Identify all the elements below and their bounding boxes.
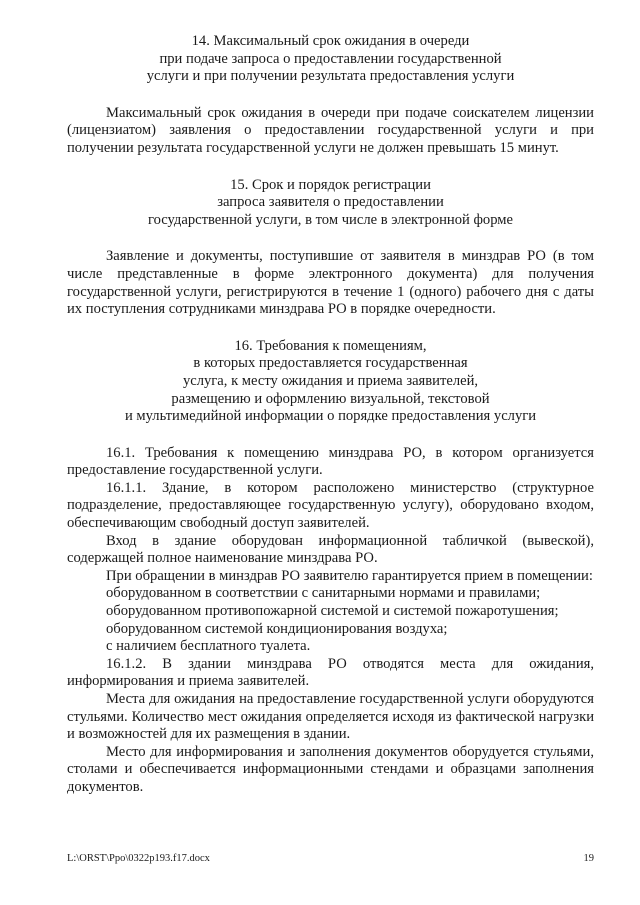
file-path: L:\ORST\Ppo\0322p193.f17.docx <box>67 853 210 864</box>
heading-line: услуга, к месту ожидания и приема заявителей, <box>182 372 479 389</box>
list-item: оборудованном в соответствии с санитарными нормами и правилами; <box>106 585 541 602</box>
heading-line: в которых предоставляется государственная <box>193 355 468 372</box>
heading-line: и мультимедийной информации о порядке предоставления услуги <box>124 408 537 425</box>
paragraph-entrance-sign: Вход в здание оборудован информационной табличкой (вывеской), содержащей полное наименование минздрава РО. <box>67 532 594 567</box>
section-14-heading <box>67 33 594 86</box>
heading-line: запроса заявителя о предоставлении <box>217 194 444 211</box>
list-item: с наличием бесплатного туалета. <box>106 638 311 655</box>
paragraph-16-1: 16.1. Требования к помещению минздрава РО, в котором организуется предоставление государственной услуги. <box>67 444 594 479</box>
section-16-heading <box>67 338 594 426</box>
heading-line: при подаче запроса о предоставлении государственной <box>159 50 502 67</box>
heading-line: 14. Максимальный срок ожидания в очереди <box>191 33 470 49</box>
paragraph-16-1-2: 16.1.2. В здании минздрава РО отводятся места для ожидания, информирования и приема заявителей. <box>67 655 594 690</box>
paragraph-waiting-places: Места для ожидания на предоставление государственной услуги оборудуются стульями. Количество мест ожидания определяется исходя из фактической нагрузки и возможностей для их размещения в здании. <box>67 691 594 743</box>
heading-line: 15. Срок и порядок регистрации <box>230 176 431 193</box>
section-14-body: Максимальный срок ожидания в очереди при подаче соискателем лицензии (лицензиатом) заявления о предоставлении государственной услуги и при получении результата государственной услуги не должен превышать 15 минут. <box>67 104 594 156</box>
paragraph-16-1-1: 16.1.1. Здание, в котором расположено министерство (структурное подразделение, предоставляющее государственную услугу), оборудовано входом, обеспечивающим свободный доступ заявителей. <box>67 479 594 532</box>
heading-line: государственной услуги, в том числе в электронной форме <box>147 211 514 228</box>
paragraph-info-place: Место для информирования и заполнения документов оборудуется стульями, столами и обеспечивается информационными стендами и образцами заполнения документов. <box>67 743 594 795</box>
paragraph-reception-guarantee: При обращении в минздрав РО заявителю гарантируется прием в помещении: <box>106 567 593 584</box>
heading-line: 16. Требования к помещениям, <box>234 337 427 354</box>
heading-line: услуги и при получении результата предоставления услуги <box>146 68 515 85</box>
section-15-heading <box>67 177 594 230</box>
heading-line: размещению и оформлению визуальной, текстовой <box>171 390 490 407</box>
section-15-body: Заявление и документы, поступившие от заявителя в минздрав РО (в том числе представленные в форме электронного документа) для получения государственной услуги, регистрируются в течение 1 (одного) рабочего дня с даты их поступления сотрудниками минздрава РО в порядке очередности. <box>67 248 594 318</box>
list-item: оборудованном противопожарной системой и системой пожаротушения; <box>106 603 559 620</box>
list-item: оборудованном системой кондиционирования воздуха; <box>106 620 448 637</box>
page-content <box>67 33 594 797</box>
page-number: 19 <box>583 853 594 864</box>
